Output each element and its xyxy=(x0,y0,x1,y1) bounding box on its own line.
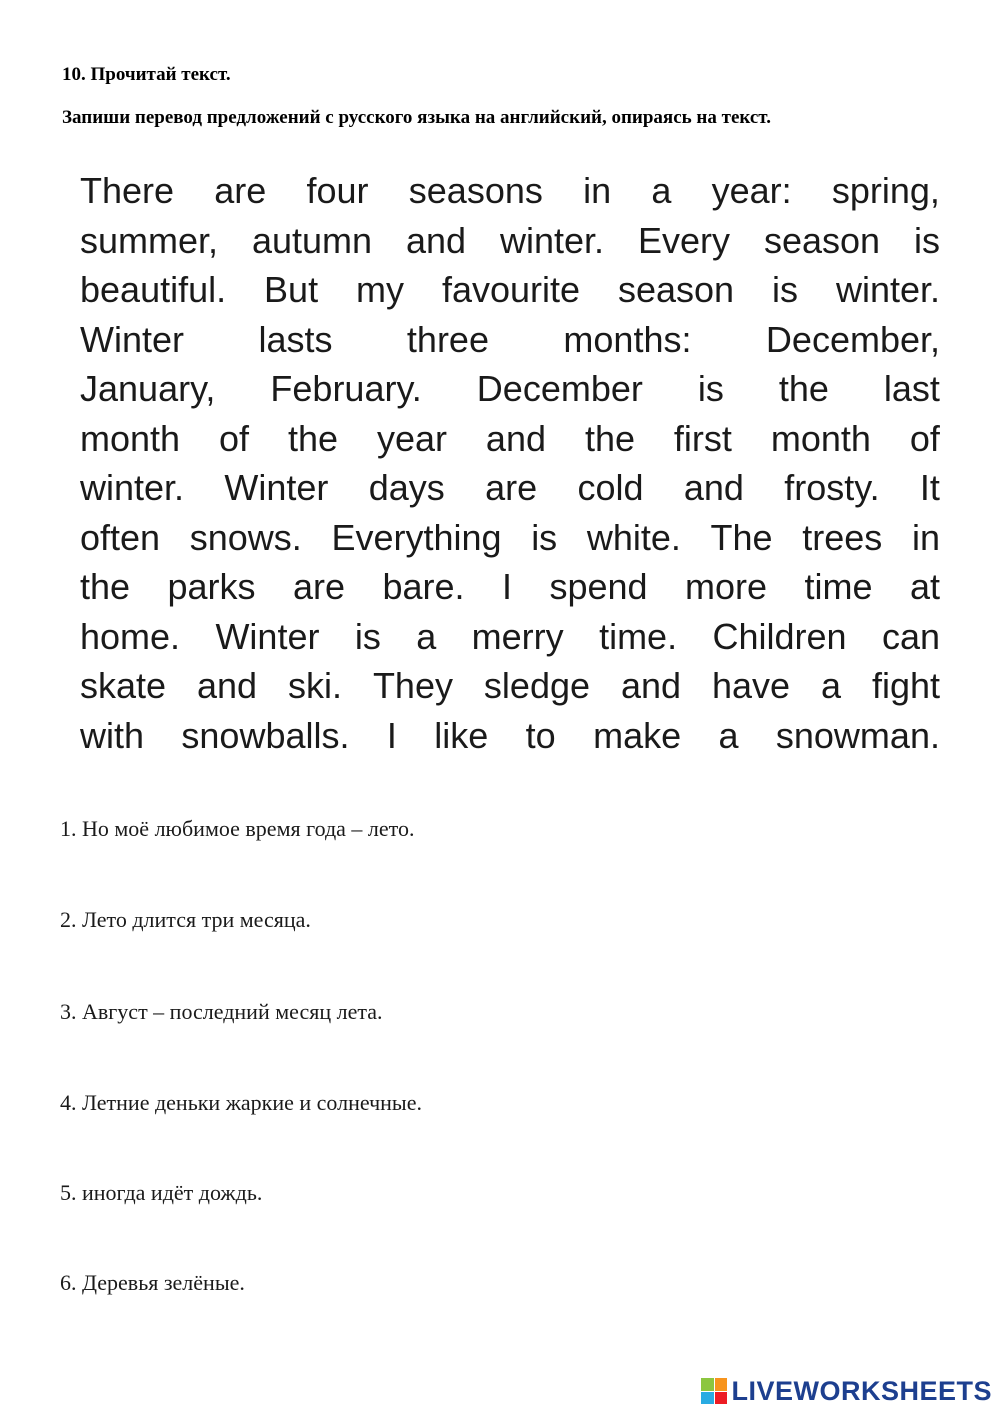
passage-line xyxy=(80,463,940,513)
passage-word: Everything xyxy=(331,516,502,558)
passage-word: lasts xyxy=(258,318,333,360)
passage-word: time xyxy=(804,566,873,607)
passage-line xyxy=(80,216,940,266)
passage-word: a xyxy=(651,170,672,211)
passage-word: months: xyxy=(563,318,692,360)
passage-word: season xyxy=(617,269,735,310)
passage-word: often xyxy=(80,516,161,558)
passage-word: fight xyxy=(871,665,940,706)
passage-word: is xyxy=(697,368,724,409)
liveworksheets-brand xyxy=(701,1375,992,1407)
passage-word: more xyxy=(685,566,768,607)
sentence-6: 6. Деревья зелёные. xyxy=(60,1270,245,1295)
passage-word: to xyxy=(525,714,556,756)
passage-line xyxy=(80,711,940,761)
passage-word: December, xyxy=(765,318,940,360)
passage-word: merry xyxy=(471,615,564,657)
passage-word: the xyxy=(584,417,635,459)
passage-word: year xyxy=(376,417,447,459)
passage-word: February. xyxy=(270,368,422,409)
passage-word: cold xyxy=(577,467,644,508)
passage-word: winter. xyxy=(500,219,605,261)
passage-word: Winter xyxy=(80,318,185,360)
passage-word: of xyxy=(909,417,940,459)
passage-word: four xyxy=(306,170,369,211)
passage-line xyxy=(80,513,940,563)
passage-word: snowballs. xyxy=(181,714,350,756)
passage-word: snows. xyxy=(189,516,302,558)
passage-word: Winter xyxy=(224,467,329,508)
passage-word: season xyxy=(763,219,881,261)
passage-word: The xyxy=(710,516,773,558)
passage-word: ski. xyxy=(288,665,342,706)
passage-word: a xyxy=(820,665,842,706)
passage-word: white. xyxy=(586,516,681,558)
passage-word: I xyxy=(386,714,397,756)
passage-word: make xyxy=(593,714,682,756)
passage-word: are xyxy=(485,467,538,508)
passage-word: and xyxy=(683,467,744,508)
passage-line xyxy=(80,265,940,315)
passage-line xyxy=(80,562,940,612)
passage-word: winter. xyxy=(80,467,185,508)
passage-word: and xyxy=(405,219,467,261)
sentence-3: 3. Август – последний месяц лета. xyxy=(60,999,383,1024)
passage-word: snowman. xyxy=(775,714,940,756)
passage-word: at xyxy=(909,566,940,607)
passage-word: frosty. xyxy=(784,467,880,508)
passage-word: Every xyxy=(637,219,731,261)
passage-line xyxy=(80,612,940,662)
passage-word: bare. xyxy=(382,566,465,607)
passage-word: a xyxy=(416,615,437,657)
passage-word: the xyxy=(778,368,829,409)
sentence-2: 2. Лето длится три месяца. xyxy=(60,907,311,932)
passage-word: a xyxy=(718,714,739,756)
passage-line xyxy=(80,364,940,414)
passage-word: year: xyxy=(711,170,792,211)
task-instruction: Запиши перевод предложений с русского языка на английский, опираясь на текст. xyxy=(62,107,771,128)
passage-word: can xyxy=(881,615,940,657)
passage-word: is xyxy=(772,269,799,310)
passage-word: spring, xyxy=(831,170,940,211)
sentence-4: 4. Летние деньки жаркие и солнечные. xyxy=(60,1090,422,1115)
passage-word: are xyxy=(214,170,267,211)
passage-word: seasons xyxy=(408,170,543,211)
passage-word: of xyxy=(219,417,250,459)
sentence-5: 5. иногда идёт дождь. xyxy=(60,1180,263,1205)
passage-word: Winter xyxy=(215,615,320,657)
passage-word: with xyxy=(80,714,145,756)
passage-word: my xyxy=(356,269,405,310)
passage-word: beautiful. xyxy=(80,269,227,310)
passage-word: days xyxy=(368,467,445,508)
passage-word: winter. xyxy=(835,269,940,310)
passage-word: in xyxy=(911,516,940,558)
passage-word: There xyxy=(80,170,175,211)
reading-passage xyxy=(80,166,940,760)
passage-word: trees xyxy=(802,516,883,558)
passage-word: is xyxy=(531,516,558,558)
liveworksheets-logo-icon xyxy=(701,1378,727,1404)
passage-word: are xyxy=(292,566,346,607)
passage-word: spend xyxy=(549,566,648,607)
passage-word: first xyxy=(673,417,732,459)
passage-word: They xyxy=(372,665,453,706)
passage-word: January, xyxy=(80,368,216,409)
passage-word: favourite xyxy=(441,269,581,310)
passage-word: is xyxy=(913,219,940,261)
passage-word: last xyxy=(883,368,940,409)
passage-word: and xyxy=(485,417,546,459)
passage-word: three xyxy=(406,318,489,360)
passage-line xyxy=(80,414,940,464)
passage-word: the xyxy=(287,417,339,459)
passage-line xyxy=(80,315,940,365)
passage-word: But xyxy=(264,269,319,310)
task-heading: 10. Прочитай текст. xyxy=(62,64,231,85)
passage-line xyxy=(80,661,940,711)
passage-word: December xyxy=(476,368,643,409)
passage-word: is xyxy=(354,615,381,657)
passage-word: home. xyxy=(80,615,181,657)
passage-word: like xyxy=(434,714,489,756)
passage-word: month xyxy=(770,417,871,459)
passage-word: It xyxy=(919,467,940,508)
passage-word: I xyxy=(501,566,512,607)
passage-word: the xyxy=(80,566,131,607)
passage-word: autumn xyxy=(251,219,373,261)
brand-name: LIVEWORKSHEETS xyxy=(731,1375,992,1406)
passage-word: month xyxy=(80,417,181,459)
passage-word: parks xyxy=(167,566,256,607)
passage-word: sledge xyxy=(483,665,591,706)
passage-word: and xyxy=(196,665,258,706)
passage-word: have xyxy=(711,665,791,706)
sentence-1: 1. Но моё любимое время года – лето. xyxy=(60,816,415,841)
passage-word: and xyxy=(620,665,682,706)
passage-word: summer, xyxy=(80,219,219,261)
passage-word: Children xyxy=(712,615,847,657)
passage-line xyxy=(80,166,940,216)
passage-word: time. xyxy=(599,615,678,657)
passage-word: skate xyxy=(80,665,167,706)
passage-word: in xyxy=(583,170,612,211)
